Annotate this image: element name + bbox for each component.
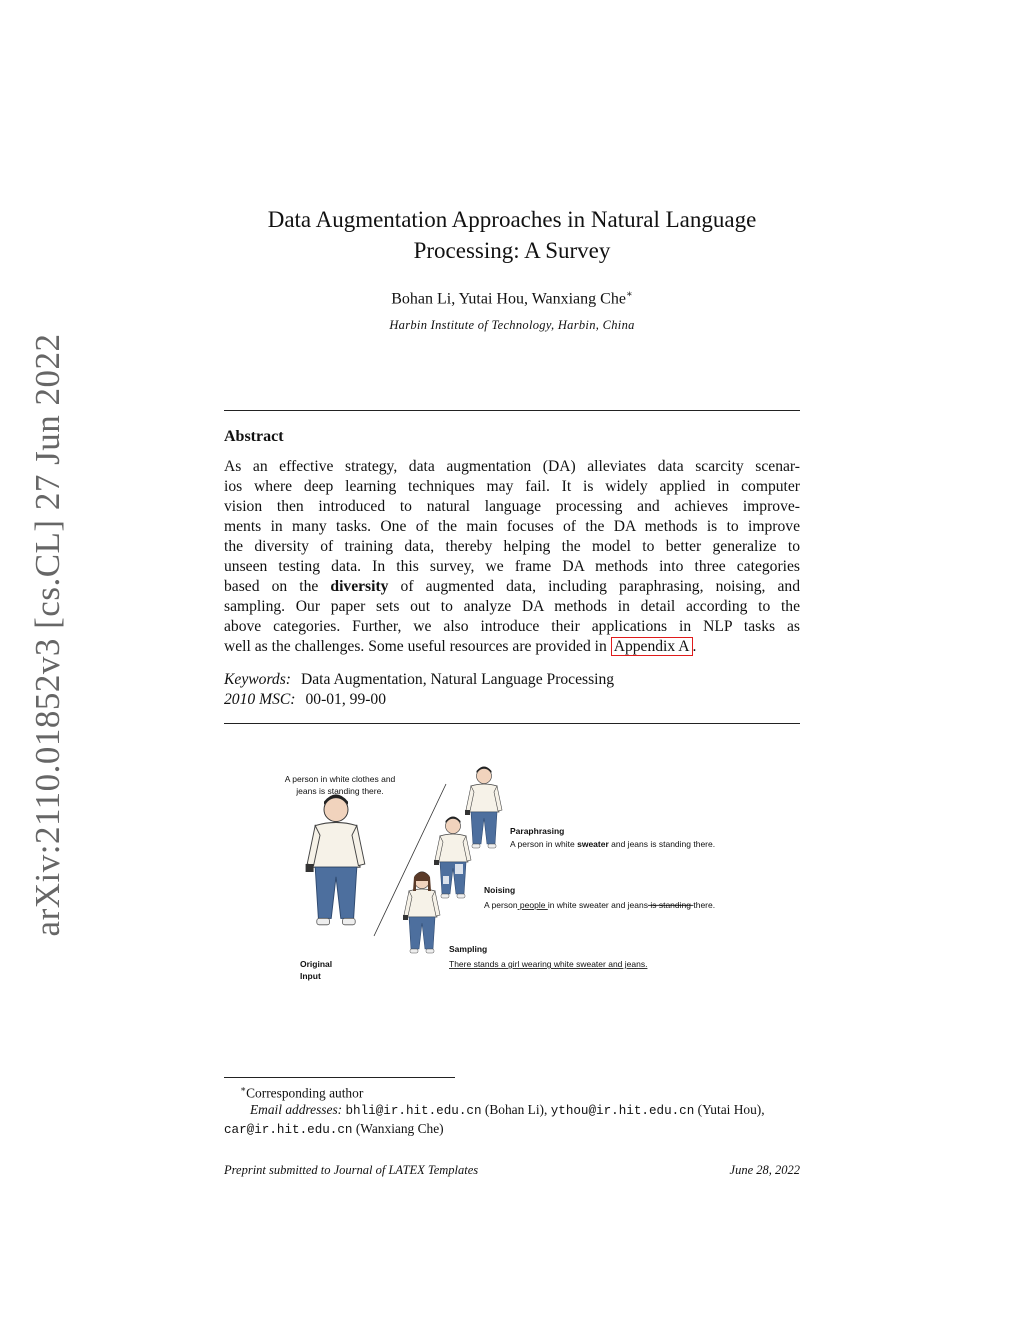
keywords-label: Keywords: [224, 671, 291, 688]
appendix-link[interactable]: Appendix A [611, 637, 693, 656]
keywords-block [224, 670, 614, 710]
paraphrasing-sentence [510, 839, 715, 849]
abstract-text: of augmented data, including paraphrasing, noising, and [388, 578, 800, 595]
abstract-heading: Abstract [224, 428, 284, 445]
diversity-emphasis: diversity [330, 578, 389, 595]
title-line-2: Processing: A Survey [413, 238, 611, 263]
author-names: Bohan Li, Yutai Hou, Wanxiang Che [391, 290, 626, 308]
keywords-value: Data Augmentation, Natural Language Processing [301, 671, 615, 688]
abstract-line [224, 637, 800, 657]
abstract-text: well as the challenges. Some useful resources are provided in [224, 638, 611, 655]
sampling-sentence: There stands a girl wearing white sweater and jeans. [449, 959, 648, 969]
noising-sentence [484, 900, 715, 910]
noising-inserted-word: people [517, 900, 548, 910]
abstract-text: based on the [224, 578, 331, 595]
abstract-line: ments in many tasks. One of the main focuses of the DA methods is to improve [224, 518, 800, 535]
arxiv-identifier-text: arXiv:2110.01852v3 [cs.CL] 27 Jun 2022 [28, 333, 67, 937]
abstract-line: unseen testing data. In this survey, we frame DA methods into three categories [224, 558, 800, 575]
bottom-rule [224, 723, 800, 724]
abstract-line: As an effective strategy, data augmentation (DA) alleviates data scarcity scenar- [224, 458, 800, 475]
email-wanxiang-che[interactable]: car@ir.hit.edu.cn [224, 1123, 353, 1138]
original-label-line-2: Input [300, 971, 321, 981]
paraphrasing-text: A person in white [510, 839, 578, 849]
original-label-line-1: Original [300, 959, 333, 969]
paraphrasing-changed-word: sweater [577, 839, 609, 849]
paper-title [200, 204, 824, 266]
arxiv-identifier [18, 330, 78, 940]
abstract-text: . [692, 638, 697, 655]
submission-date: June 28, 2022 [729, 1163, 800, 1177]
corresponding-mark: ∗ [625, 289, 633, 300]
abstract-line: above categories. Further, we also introduce their applications in NLP tasks as [224, 618, 800, 635]
email-yutai-hou[interactable]: ythou@ir.hit.edu.cn [550, 1104, 695, 1119]
paraphrasing-person-illustration [465, 767, 502, 849]
footnote-mark: ∗ [240, 1084, 247, 1094]
email-owner: (Wanxiang Che) [352, 1121, 444, 1137]
affiliation: Harbin Institute of Technology, Harbin, China [389, 318, 635, 332]
noising-text: there. [693, 900, 716, 910]
abstract-line: the diversity of training data, thereby helping the model to better generalize to [224, 538, 800, 555]
preprint-note: Preprint submitted to Journal of LATEX Templates [224, 1163, 479, 1177]
sampling-person-illustration [403, 872, 440, 954]
original-person-illustration [306, 794, 365, 924]
noising-text: A person [484, 900, 518, 910]
abstract-line: ios where deep learning techniques may fail. It is widely applied in computer [224, 478, 800, 495]
augmentation-figure [270, 760, 770, 1000]
sampling-label: Sampling [449, 944, 488, 954]
paraphrasing-label: Paraphrasing [510, 826, 565, 836]
msc-value: 00-01, 99-00 [305, 691, 387, 708]
noising-deleted-words: is standing [647, 900, 694, 910]
email-label: Email addresses: [250, 1102, 343, 1118]
noising-person-illustration [434, 817, 471, 899]
abstract-line: sampling. Our paper sets out to analyze DA methods in detail according to the [224, 598, 800, 615]
top-rule [224, 410, 800, 411]
msc-label: 2010 MSC: [224, 691, 296, 708]
noising-label: Noising [484, 885, 516, 895]
abstract-line: vision then introduced to natural language processing and achieves improve- [224, 498, 800, 515]
corresponding-author-note: Corresponding author [246, 1085, 364, 1101]
email-bohan-li[interactable]: bhli@ir.hit.edu.cn [345, 1104, 482, 1119]
title-line-1: Data Augmentation Approaches in Natural Language [267, 207, 757, 232]
footnote-rule [224, 1077, 455, 1078]
noising-text: in white sweater and jeans [547, 900, 648, 910]
footnote [224, 1081, 804, 1139]
abstract-body [224, 457, 800, 657]
email-owner: (Yutai Hou), [694, 1102, 765, 1118]
original-caption-line-2: jeans is standing there. [296, 786, 384, 796]
abstract-line [224, 577, 800, 597]
original-caption-line-1: A person in white clothes and [284, 774, 396, 784]
email-owner: (Bohan Li), [481, 1102, 551, 1118]
paraphrasing-text: and jeans is standing there. [608, 839, 716, 849]
authors [200, 289, 824, 308]
